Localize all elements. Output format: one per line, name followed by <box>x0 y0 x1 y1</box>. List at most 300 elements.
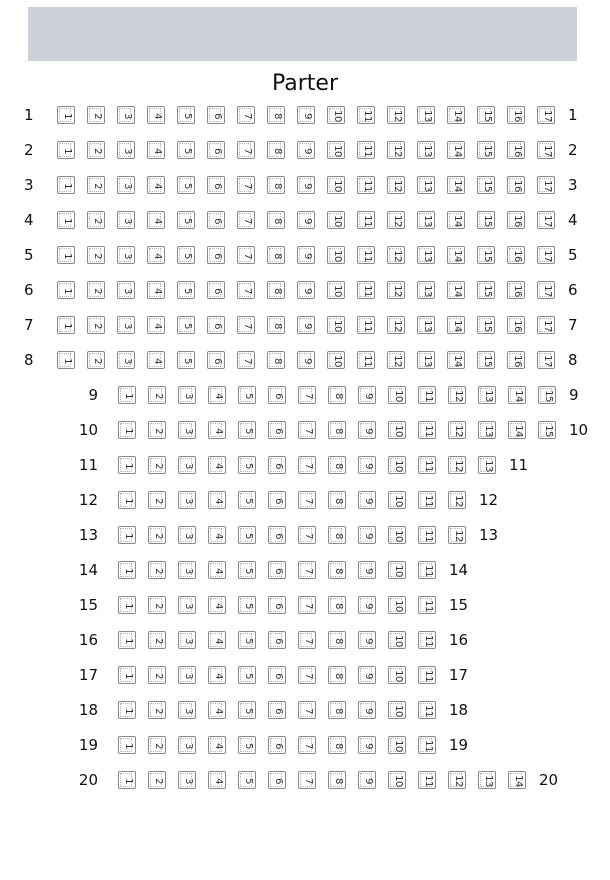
seat-button[interactable] <box>298 701 316 719</box>
seat-button[interactable] <box>417 351 435 369</box>
seat-button[interactable] <box>147 281 165 299</box>
seat-button[interactable] <box>87 106 105 124</box>
seat-button[interactable] <box>298 666 316 684</box>
seat-button[interactable] <box>117 141 135 159</box>
seat-number: 8 <box>333 428 344 434</box>
seat-button[interactable] <box>207 176 225 194</box>
seat-button[interactable] <box>238 456 256 474</box>
seat-button[interactable] <box>57 316 75 334</box>
seat-button[interactable] <box>447 281 465 299</box>
seat-button[interactable] <box>147 316 165 334</box>
seat-button[interactable] <box>178 491 196 509</box>
seat-button[interactable] <box>477 281 495 299</box>
seat-button[interactable] <box>207 106 225 124</box>
seat-button[interactable] <box>477 316 495 334</box>
seat-button[interactable] <box>147 176 165 194</box>
seat-button[interactable] <box>387 106 405 124</box>
seat-button[interactable] <box>268 526 286 544</box>
seat-button[interactable] <box>148 491 166 509</box>
seat-button[interactable] <box>477 351 495 369</box>
seat-button[interactable] <box>328 736 346 754</box>
seat-button[interactable] <box>537 351 555 369</box>
seat-button[interactable] <box>297 351 315 369</box>
seat-number: 15 <box>482 215 493 227</box>
seat-number: 6 <box>212 358 223 364</box>
seat-button[interactable] <box>268 456 286 474</box>
seat-button[interactable] <box>57 281 75 299</box>
seat-button[interactable] <box>507 106 525 124</box>
seat-button[interactable] <box>297 281 315 299</box>
seat-button[interactable] <box>447 141 465 159</box>
seat-button[interactable] <box>117 281 135 299</box>
seat-button[interactable] <box>178 561 196 579</box>
seat-button[interactable] <box>177 176 195 194</box>
seat-button[interactable] <box>148 771 166 789</box>
seat-button[interactable] <box>418 421 436 439</box>
seat-button[interactable] <box>298 491 316 509</box>
seat-button[interactable] <box>147 351 165 369</box>
seat-button[interactable] <box>208 491 226 509</box>
seat-button[interactable] <box>298 596 316 614</box>
seat-button[interactable] <box>57 176 75 194</box>
seat-button[interactable] <box>327 176 345 194</box>
seat-button[interactable] <box>177 351 195 369</box>
seat-button[interactable] <box>268 596 286 614</box>
seat-button[interactable] <box>148 666 166 684</box>
seat-button[interactable] <box>87 176 105 194</box>
seat-button[interactable] <box>358 456 376 474</box>
seat-button[interactable] <box>297 211 315 229</box>
seat-button[interactable] <box>328 561 346 579</box>
seat-button[interactable] <box>448 491 466 509</box>
seat-button[interactable] <box>507 176 525 194</box>
seat-button[interactable] <box>237 106 255 124</box>
seat-button[interactable] <box>238 561 256 579</box>
seat-button[interactable] <box>478 386 496 404</box>
seat-button[interactable] <box>327 281 345 299</box>
seat-button[interactable] <box>387 211 405 229</box>
seat-button[interactable] <box>447 316 465 334</box>
seat-button[interactable] <box>268 421 286 439</box>
seat-button[interactable] <box>237 351 255 369</box>
seat-button[interactable] <box>387 351 405 369</box>
seat-button[interactable] <box>177 141 195 159</box>
seat-button[interactable] <box>418 736 436 754</box>
seat-button[interactable] <box>238 631 256 649</box>
seat-button[interactable] <box>238 666 256 684</box>
seat-button[interactable] <box>147 106 165 124</box>
seat-button[interactable] <box>208 386 226 404</box>
seat-button[interactable] <box>118 386 136 404</box>
seat-button[interactable] <box>207 246 225 264</box>
seat-button[interactable] <box>117 351 135 369</box>
seat-button[interactable] <box>238 386 256 404</box>
seat-button[interactable] <box>477 176 495 194</box>
seat-button[interactable] <box>237 141 255 159</box>
seat-button[interactable] <box>327 211 345 229</box>
seat-button[interactable] <box>328 491 346 509</box>
seat-button[interactable] <box>208 701 226 719</box>
seat-button[interactable] <box>267 351 285 369</box>
seat-button[interactable] <box>448 456 466 474</box>
seat-button[interactable] <box>358 701 376 719</box>
seat-button[interactable] <box>57 106 75 124</box>
seat-button[interactable] <box>178 456 196 474</box>
seat-button[interactable] <box>298 736 316 754</box>
seat-button[interactable] <box>177 316 195 334</box>
seat-button[interactable] <box>238 736 256 754</box>
seat-button[interactable] <box>117 176 135 194</box>
seat-button[interactable] <box>507 316 525 334</box>
seat-button[interactable] <box>148 736 166 754</box>
seat-number: 12 <box>453 425 464 437</box>
seat-button[interactable] <box>177 246 195 264</box>
seat-button[interactable] <box>507 281 525 299</box>
seat-button[interactable] <box>87 351 105 369</box>
seat-button[interactable] <box>208 526 226 544</box>
seat-number: 1 <box>62 218 73 224</box>
seat-button[interactable] <box>87 211 105 229</box>
seat-button[interactable] <box>388 386 406 404</box>
seat-button[interactable] <box>118 771 136 789</box>
seat-button[interactable] <box>387 246 405 264</box>
seat-button[interactable] <box>237 246 255 264</box>
seat-button[interactable] <box>358 736 376 754</box>
seat-button[interactable] <box>267 211 285 229</box>
seat-button[interactable] <box>177 211 195 229</box>
seat-button[interactable] <box>147 246 165 264</box>
seat-button[interactable] <box>208 631 226 649</box>
seat-button[interactable] <box>418 526 436 544</box>
seat-number: 4 <box>213 778 224 784</box>
seat-button[interactable] <box>537 176 555 194</box>
seat-button[interactable] <box>387 176 405 194</box>
seat-button[interactable] <box>237 211 255 229</box>
seat-button[interactable] <box>507 246 525 264</box>
seat-button[interactable] <box>268 701 286 719</box>
seat-button[interactable] <box>508 386 526 404</box>
seat-button[interactable] <box>358 596 376 614</box>
seat-number: 8 <box>333 463 344 469</box>
seat-button[interactable] <box>298 771 316 789</box>
seat-button[interactable] <box>418 456 436 474</box>
seat-button[interactable] <box>267 246 285 264</box>
seat-button[interactable] <box>117 211 135 229</box>
seat-button[interactable] <box>358 491 376 509</box>
seat-button[interactable] <box>268 771 286 789</box>
seat-button[interactable] <box>298 421 316 439</box>
seat-button[interactable] <box>118 631 136 649</box>
seat-button[interactable] <box>268 666 286 684</box>
seat-button[interactable] <box>418 701 436 719</box>
seat-button[interactable] <box>388 596 406 614</box>
seat-button[interactable] <box>537 316 555 334</box>
seat-button[interactable] <box>387 281 405 299</box>
seat-button[interactable] <box>328 421 346 439</box>
seat-button[interactable] <box>507 211 525 229</box>
seat-button[interactable] <box>118 456 136 474</box>
seat-button[interactable] <box>178 526 196 544</box>
seat-button[interactable] <box>328 771 346 789</box>
seat-button[interactable] <box>87 316 105 334</box>
seat-button[interactable] <box>418 771 436 789</box>
seat-button[interactable] <box>537 246 555 264</box>
seat-button[interactable] <box>118 596 136 614</box>
seat-button[interactable] <box>148 456 166 474</box>
seat-button[interactable] <box>298 631 316 649</box>
seat-button[interactable] <box>328 666 346 684</box>
seat-button[interactable] <box>388 736 406 754</box>
seat-button[interactable] <box>208 561 226 579</box>
seat-button[interactable] <box>147 211 165 229</box>
seat-button[interactable] <box>208 421 226 439</box>
seat-button[interactable] <box>178 596 196 614</box>
seat-button[interactable] <box>178 701 196 719</box>
row-label-right: 8 <box>568 351 578 369</box>
seat-number: 10 <box>393 670 404 682</box>
seat-button[interactable] <box>148 421 166 439</box>
seat-button[interactable] <box>268 736 286 754</box>
seat-button[interactable] <box>537 106 555 124</box>
seat-button[interactable] <box>477 246 495 264</box>
seat-button[interactable] <box>418 596 436 614</box>
seat-button[interactable] <box>298 456 316 474</box>
seat-button[interactable] <box>117 316 135 334</box>
seat-button[interactable] <box>388 631 406 649</box>
seat-button[interactable] <box>148 386 166 404</box>
seat-button[interactable] <box>508 771 526 789</box>
seat-button[interactable] <box>238 526 256 544</box>
stage-area <box>28 7 577 61</box>
seat-button[interactable] <box>208 456 226 474</box>
seat-button[interactable] <box>508 421 526 439</box>
seat-button[interactable] <box>418 386 436 404</box>
seat-button[interactable] <box>358 771 376 789</box>
seat-button[interactable] <box>358 421 376 439</box>
seat-button[interactable] <box>297 246 315 264</box>
seat-button[interactable] <box>148 701 166 719</box>
seat-button[interactable] <box>118 491 136 509</box>
seat-button[interactable] <box>177 281 195 299</box>
seat-button[interactable] <box>208 596 226 614</box>
seat-button[interactable] <box>448 771 466 789</box>
seat-button[interactable] <box>387 316 405 334</box>
seat-button[interactable] <box>328 701 346 719</box>
seat-button[interactable] <box>328 386 346 404</box>
seat-button[interactable] <box>327 106 345 124</box>
seat-button[interactable] <box>388 526 406 544</box>
seat-button[interactable] <box>537 281 555 299</box>
seat-button[interactable] <box>507 351 525 369</box>
seat-button[interactable] <box>118 736 136 754</box>
seat-button[interactable] <box>417 281 435 299</box>
seat-button[interactable] <box>357 351 375 369</box>
seat-button[interactable] <box>87 246 105 264</box>
seat-button[interactable] <box>357 141 375 159</box>
seat-button[interactable] <box>418 666 436 684</box>
seat-button[interactable] <box>417 176 435 194</box>
seat-button[interactable] <box>358 526 376 544</box>
seat-button[interactable] <box>447 176 465 194</box>
seat-button[interactable] <box>537 141 555 159</box>
seat-button[interactable] <box>357 176 375 194</box>
seat-button[interactable] <box>478 421 496 439</box>
seat-button[interactable] <box>358 386 376 404</box>
seat-button[interactable] <box>297 141 315 159</box>
seat-button[interactable] <box>328 456 346 474</box>
seat-button[interactable] <box>477 106 495 124</box>
seat-button[interactable] <box>207 316 225 334</box>
seat-button[interactable] <box>207 281 225 299</box>
seat-button[interactable] <box>448 386 466 404</box>
seat-button[interactable] <box>118 526 136 544</box>
seat-button[interactable] <box>268 386 286 404</box>
seat-button[interactable] <box>87 281 105 299</box>
seat-button[interactable] <box>208 736 226 754</box>
seat-button[interactable] <box>178 631 196 649</box>
seat-button[interactable] <box>237 176 255 194</box>
seat-button[interactable] <box>357 316 375 334</box>
seat-button[interactable] <box>417 141 435 159</box>
seat-button[interactable] <box>387 141 405 159</box>
seat-button[interactable] <box>327 246 345 264</box>
seat-number: 2 <box>92 148 103 154</box>
seat-button[interactable] <box>297 176 315 194</box>
seat-button[interactable] <box>477 141 495 159</box>
seat-button[interactable] <box>117 246 135 264</box>
seat-button[interactable] <box>178 736 196 754</box>
seat-button[interactable] <box>328 631 346 649</box>
seat-button[interactable] <box>538 421 556 439</box>
seat-number: 14 <box>452 355 463 367</box>
seat-button[interactable] <box>358 561 376 579</box>
seat-button[interactable] <box>267 106 285 124</box>
seat-button[interactable] <box>87 141 105 159</box>
seat-button[interactable] <box>418 561 436 579</box>
seat-button[interactable] <box>328 596 346 614</box>
seat-button[interactable] <box>298 386 316 404</box>
seat-button[interactable] <box>388 456 406 474</box>
seat-button[interactable] <box>417 316 435 334</box>
seat-button[interactable] <box>388 491 406 509</box>
seat-button[interactable] <box>148 561 166 579</box>
seat-button[interactable] <box>358 631 376 649</box>
seat-button[interactable] <box>148 596 166 614</box>
seat-button[interactable] <box>57 351 75 369</box>
seat-button[interactable] <box>178 421 196 439</box>
seat-button[interactable] <box>478 771 496 789</box>
seat-button[interactable] <box>507 141 525 159</box>
seat-button[interactable] <box>327 141 345 159</box>
seat-button[interactable] <box>267 176 285 194</box>
seat-button[interactable] <box>418 631 436 649</box>
seat-button[interactable] <box>297 316 315 334</box>
seat-button[interactable] <box>268 561 286 579</box>
seat-button[interactable] <box>267 316 285 334</box>
seat-button[interactable] <box>117 106 135 124</box>
seat-button[interactable] <box>388 701 406 719</box>
seat-button[interactable] <box>267 281 285 299</box>
seat-button[interactable] <box>208 771 226 789</box>
seat-button[interactable] <box>447 246 465 264</box>
seat-button[interactable] <box>357 246 375 264</box>
seat-number: 5 <box>182 323 193 329</box>
seat-button[interactable] <box>267 141 285 159</box>
seat-button[interactable] <box>327 316 345 334</box>
seat-button[interactable] <box>148 526 166 544</box>
seat-button[interactable] <box>118 666 136 684</box>
seat-button[interactable] <box>207 141 225 159</box>
seat-button[interactable] <box>477 211 495 229</box>
seat-button[interactable] <box>237 281 255 299</box>
seat-button[interactable] <box>238 701 256 719</box>
seat-button[interactable] <box>448 526 466 544</box>
seat-button[interactable] <box>447 211 465 229</box>
seat-button[interactable] <box>147 141 165 159</box>
seat-button[interactable] <box>207 351 225 369</box>
seat-button[interactable] <box>57 246 75 264</box>
seat-button[interactable] <box>358 666 376 684</box>
seat-number: 8 <box>333 708 344 714</box>
seat-button[interactable] <box>268 491 286 509</box>
seat-button[interactable] <box>207 211 225 229</box>
seat-button[interactable] <box>388 421 406 439</box>
seat-button[interactable] <box>238 491 256 509</box>
seat-button[interactable] <box>417 106 435 124</box>
seat-button[interactable] <box>447 351 465 369</box>
seat-button[interactable] <box>178 771 196 789</box>
seat-button[interactable] <box>148 631 166 649</box>
seat-button[interactable] <box>118 701 136 719</box>
row-label-right: 2 <box>568 141 578 159</box>
seat-button[interactable] <box>448 421 466 439</box>
seat-button[interactable] <box>297 106 315 124</box>
seat-button[interactable] <box>268 631 286 649</box>
seat-button[interactable] <box>388 666 406 684</box>
seat-button[interactable] <box>537 211 555 229</box>
seat-button[interactable] <box>327 351 345 369</box>
seat-button[interactable] <box>298 526 316 544</box>
seat-button[interactable] <box>57 141 75 159</box>
seat-button[interactable] <box>208 666 226 684</box>
seat-button[interactable] <box>298 561 316 579</box>
seat-button[interactable] <box>238 596 256 614</box>
seat-button[interactable] <box>57 211 75 229</box>
seat-button[interactable] <box>328 526 346 544</box>
seat-button[interactable] <box>388 771 406 789</box>
seat-button[interactable] <box>118 421 136 439</box>
seat-button[interactable] <box>178 386 196 404</box>
seat-button[interactable] <box>177 106 195 124</box>
seat-button[interactable] <box>417 211 435 229</box>
seat-button[interactable] <box>388 561 406 579</box>
seat-button[interactable] <box>237 316 255 334</box>
seat-button[interactable] <box>178 666 196 684</box>
seat-button[interactable] <box>357 211 375 229</box>
seat-button[interactable] <box>118 561 136 579</box>
seat-button[interactable] <box>357 106 375 124</box>
seat-button[interactable] <box>238 771 256 789</box>
seat-button[interactable] <box>478 456 496 474</box>
seat-button[interactable] <box>238 421 256 439</box>
seat-button[interactable] <box>417 246 435 264</box>
seat-button[interactable] <box>357 281 375 299</box>
seat-number: 12 <box>392 355 403 367</box>
seat-button[interactable] <box>538 386 556 404</box>
seat-button[interactable] <box>418 491 436 509</box>
seat-number: 3 <box>122 148 133 154</box>
seat-button[interactable] <box>447 106 465 124</box>
